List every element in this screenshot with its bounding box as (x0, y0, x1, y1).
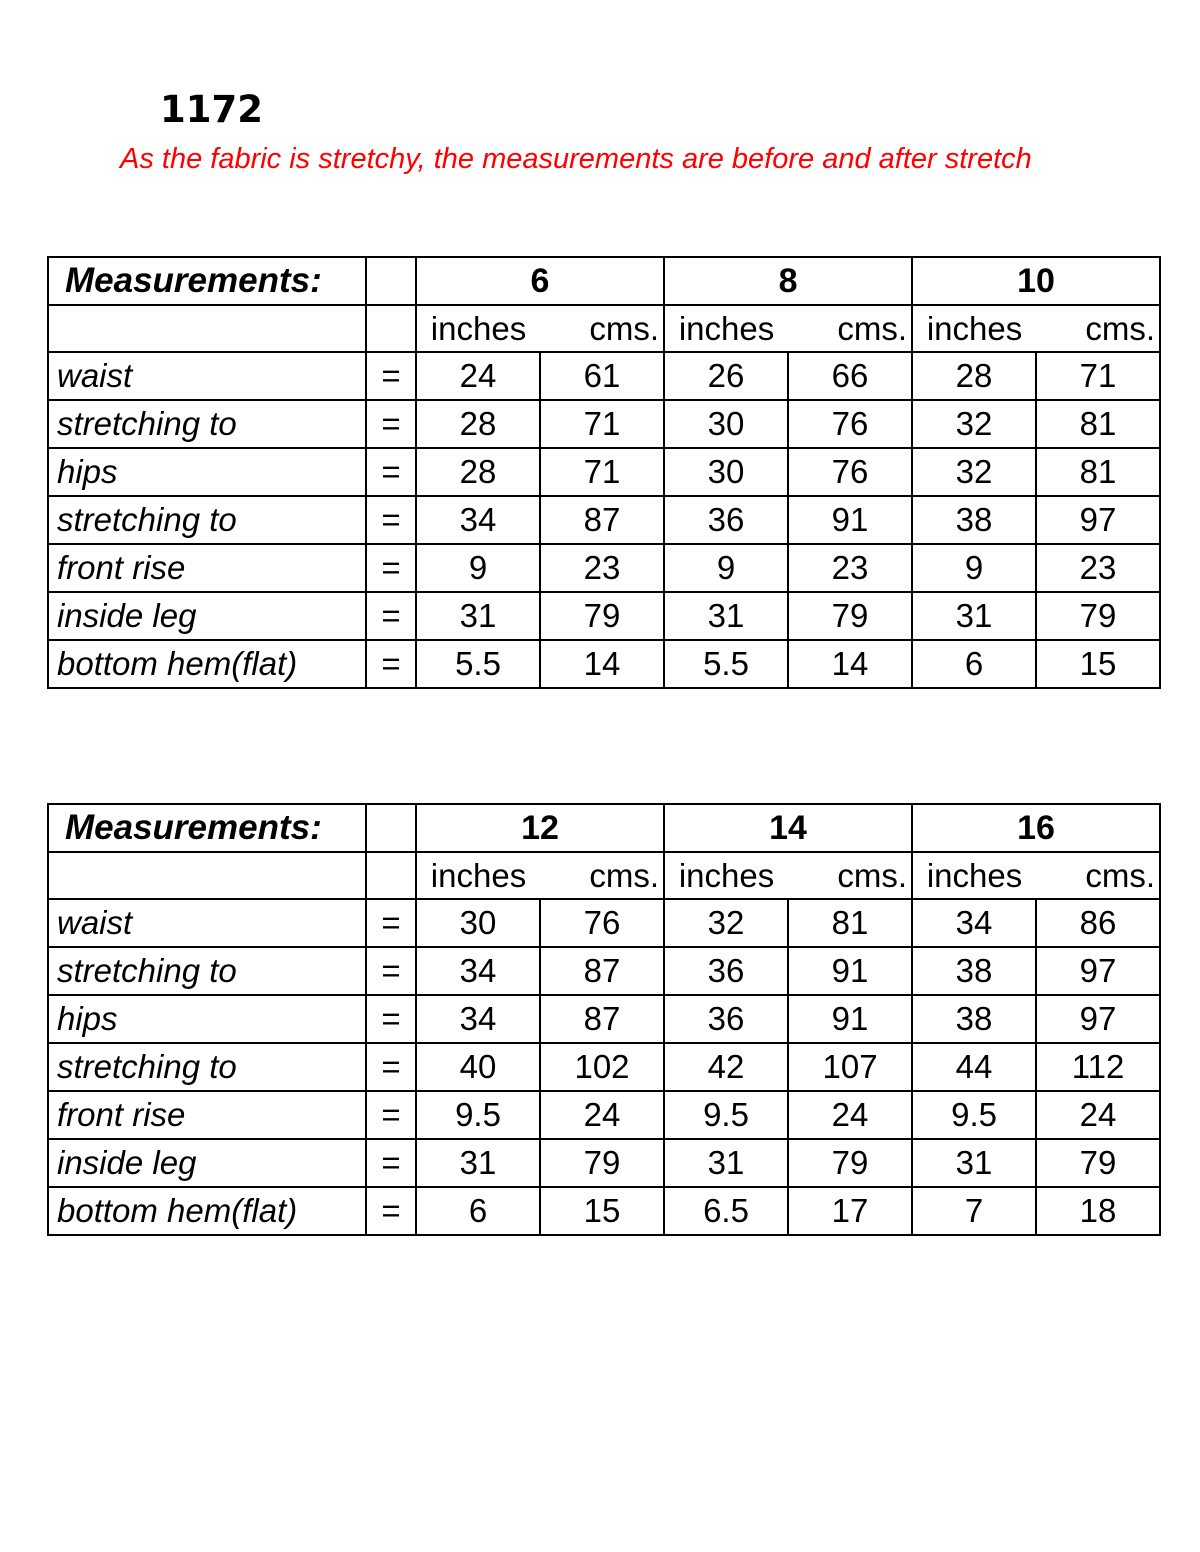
value-cms: 81 (1036, 448, 1160, 496)
value-cms: 81 (788, 899, 912, 947)
value-inches: 38 (912, 496, 1036, 544)
measurement-label: front rise (48, 544, 366, 592)
value-cms: 91 (788, 496, 912, 544)
value-inches: 42 (664, 1043, 788, 1091)
measurement-label: inside leg (48, 592, 366, 640)
value-cms: 97 (1036, 496, 1160, 544)
unit-cms: cms. (1036, 852, 1160, 899)
measurement-row (48, 947, 1160, 995)
equals-sign: = (366, 352, 416, 400)
size-header-row (48, 257, 1160, 305)
value-cms: 97 (1036, 995, 1160, 1043)
value-cms: 71 (540, 448, 664, 496)
equals-sign: = (366, 1043, 416, 1091)
value-inches: 36 (664, 496, 788, 544)
empty-cell (366, 305, 416, 352)
value-inches: 6 (416, 1187, 540, 1235)
size-heading: 12 (416, 804, 664, 852)
measurement-label: stretching to (48, 496, 366, 544)
value-inches: 38 (912, 995, 1036, 1043)
measurement-row (48, 1043, 1160, 1091)
empty-cell (48, 852, 366, 899)
value-inches: 31 (416, 592, 540, 640)
value-cms: 76 (788, 448, 912, 496)
measurement-row (48, 400, 1160, 448)
measurement-label: stretching to (48, 400, 366, 448)
value-inches: 32 (912, 400, 1036, 448)
size-header-row (48, 804, 1160, 852)
measurement-row (48, 1187, 1160, 1235)
size-heading: 14 (664, 804, 912, 852)
table-header-label: Measurements: (48, 804, 366, 852)
measurement-label: inside leg (48, 1139, 366, 1187)
measurement-label: waist (48, 899, 366, 947)
value-inches: 9 (664, 544, 788, 592)
equals-sign: = (366, 899, 416, 947)
value-cms: 24 (788, 1091, 912, 1139)
unit-cms: cms. (788, 852, 912, 899)
value-inches: 32 (912, 448, 1036, 496)
value-cms: 79 (1036, 1139, 1160, 1187)
value-inches: 31 (416, 1139, 540, 1187)
unit-cms: cms. (788, 305, 912, 352)
value-cms: 107 (788, 1043, 912, 1091)
value-inches: 34 (416, 947, 540, 995)
value-cms: 87 (540, 496, 664, 544)
measurement-label: waist (48, 352, 366, 400)
unit-inches: inches (912, 852, 1036, 899)
value-inches: 9.5 (416, 1091, 540, 1139)
value-cms: 15 (1036, 640, 1160, 688)
value-inches: 9.5 (912, 1091, 1036, 1139)
equals-sign: = (366, 544, 416, 592)
empty-cell (48, 305, 366, 352)
unit-cms: cms. (540, 305, 664, 352)
value-cms: 91 (788, 995, 912, 1043)
measurement-label: hips (48, 995, 366, 1043)
equals-sign: = (366, 448, 416, 496)
value-inches: 36 (664, 995, 788, 1043)
value-inches: 36 (664, 947, 788, 995)
measurement-row (48, 496, 1160, 544)
value-cms: 79 (788, 592, 912, 640)
value-inches: 31 (664, 592, 788, 640)
value-cms: 23 (1036, 544, 1160, 592)
measurement-row (48, 592, 1160, 640)
equals-sign: = (366, 1091, 416, 1139)
value-cms: 79 (1036, 592, 1160, 640)
value-cms: 87 (540, 995, 664, 1043)
table-header-label: Measurements: (48, 257, 366, 305)
size-heading: 8 (664, 257, 912, 305)
measurement-label: bottom hem(flat) (48, 1187, 366, 1235)
equals-sign: = (366, 400, 416, 448)
measurement-label: stretching to (48, 947, 366, 995)
equals-sign: = (366, 496, 416, 544)
unit-inches: inches (416, 852, 540, 899)
empty-cell (366, 257, 416, 305)
measurement-label: stretching to (48, 1043, 366, 1091)
value-cms: 24 (1036, 1091, 1160, 1139)
value-inches: 44 (912, 1043, 1036, 1091)
measurement-row (48, 640, 1160, 688)
value-cms: 61 (540, 352, 664, 400)
measurement-label: hips (48, 448, 366, 496)
value-cms: 79 (788, 1139, 912, 1187)
value-inches: 28 (416, 400, 540, 448)
measurement-label: front rise (48, 1091, 366, 1139)
measurement-row (48, 352, 1160, 400)
value-cms: 24 (540, 1091, 664, 1139)
value-inches: 6 (912, 640, 1036, 688)
value-inches: 31 (664, 1139, 788, 1187)
measurement-row (48, 448, 1160, 496)
measurement-row (48, 1091, 1160, 1139)
stretch-note: As the fabric is stretchy, the measurements are before and after stretch (120, 143, 1032, 175)
value-inches: 24 (416, 352, 540, 400)
equals-sign: = (366, 592, 416, 640)
value-cms: 79 (540, 1139, 664, 1187)
value-inches: 30 (664, 448, 788, 496)
value-inches: 34 (416, 496, 540, 544)
unit-inches: inches (416, 305, 540, 352)
value-cms: 97 (1036, 947, 1160, 995)
value-inches: 31 (912, 592, 1036, 640)
value-cms: 86 (1036, 899, 1160, 947)
value-inches: 31 (912, 1139, 1036, 1187)
value-cms: 76 (540, 899, 664, 947)
size-heading: 16 (912, 804, 1160, 852)
measurement-label: bottom hem(flat) (48, 640, 366, 688)
value-cms: 23 (788, 544, 912, 592)
value-cms: 14 (788, 640, 912, 688)
equals-sign: = (366, 640, 416, 688)
value-cms: 23 (540, 544, 664, 592)
value-cms: 71 (540, 400, 664, 448)
value-cms: 81 (1036, 400, 1160, 448)
value-cms: 102 (540, 1043, 664, 1091)
value-inches: 9 (912, 544, 1036, 592)
value-inches: 9 (416, 544, 540, 592)
measurement-row (48, 995, 1160, 1043)
value-cms: 71 (1036, 352, 1160, 400)
measurements-table-1 (47, 256, 1161, 689)
equals-sign: = (366, 947, 416, 995)
value-inches: 34 (416, 995, 540, 1043)
value-inches: 7 (912, 1187, 1036, 1235)
value-inches: 5.5 (416, 640, 540, 688)
value-cms: 87 (540, 947, 664, 995)
empty-cell (366, 852, 416, 899)
equals-sign: = (366, 1187, 416, 1235)
value-cms: 91 (788, 947, 912, 995)
value-inches: 32 (664, 899, 788, 947)
unit-cms: cms. (1036, 305, 1160, 352)
measurement-row (48, 1139, 1160, 1187)
size-heading: 10 (912, 257, 1160, 305)
value-inches: 38 (912, 947, 1036, 995)
value-cms: 15 (540, 1187, 664, 1235)
value-cms: 112 (1036, 1043, 1160, 1091)
value-inches: 40 (416, 1043, 540, 1091)
value-inches: 9.5 (664, 1091, 788, 1139)
value-cms: 18 (1036, 1187, 1160, 1235)
value-cms: 66 (788, 352, 912, 400)
unit-inches: inches (664, 852, 788, 899)
value-inches: 26 (664, 352, 788, 400)
value-inches: 34 (912, 899, 1036, 947)
value-inches: 6.5 (664, 1187, 788, 1235)
value-inches: 30 (664, 400, 788, 448)
units-row (48, 852, 1160, 899)
value-inches: 28 (416, 448, 540, 496)
unit-inches: inches (664, 305, 788, 352)
value-cms: 17 (788, 1187, 912, 1235)
value-inches: 28 (912, 352, 1036, 400)
value-inches: 5.5 (664, 640, 788, 688)
empty-cell (366, 804, 416, 852)
measurement-row (48, 899, 1160, 947)
value-cms: 79 (540, 592, 664, 640)
value-inches: 30 (416, 899, 540, 947)
measurement-row (48, 544, 1160, 592)
unit-inches: inches (912, 305, 1036, 352)
value-cms: 76 (788, 400, 912, 448)
equals-sign: = (366, 995, 416, 1043)
value-cms: 14 (540, 640, 664, 688)
units-row (48, 305, 1160, 352)
equals-sign: = (366, 1139, 416, 1187)
unit-cms: cms. (540, 852, 664, 899)
measurements-table-2 (47, 803, 1161, 1236)
size-heading: 6 (416, 257, 664, 305)
style-code: 1172 (160, 88, 263, 131)
